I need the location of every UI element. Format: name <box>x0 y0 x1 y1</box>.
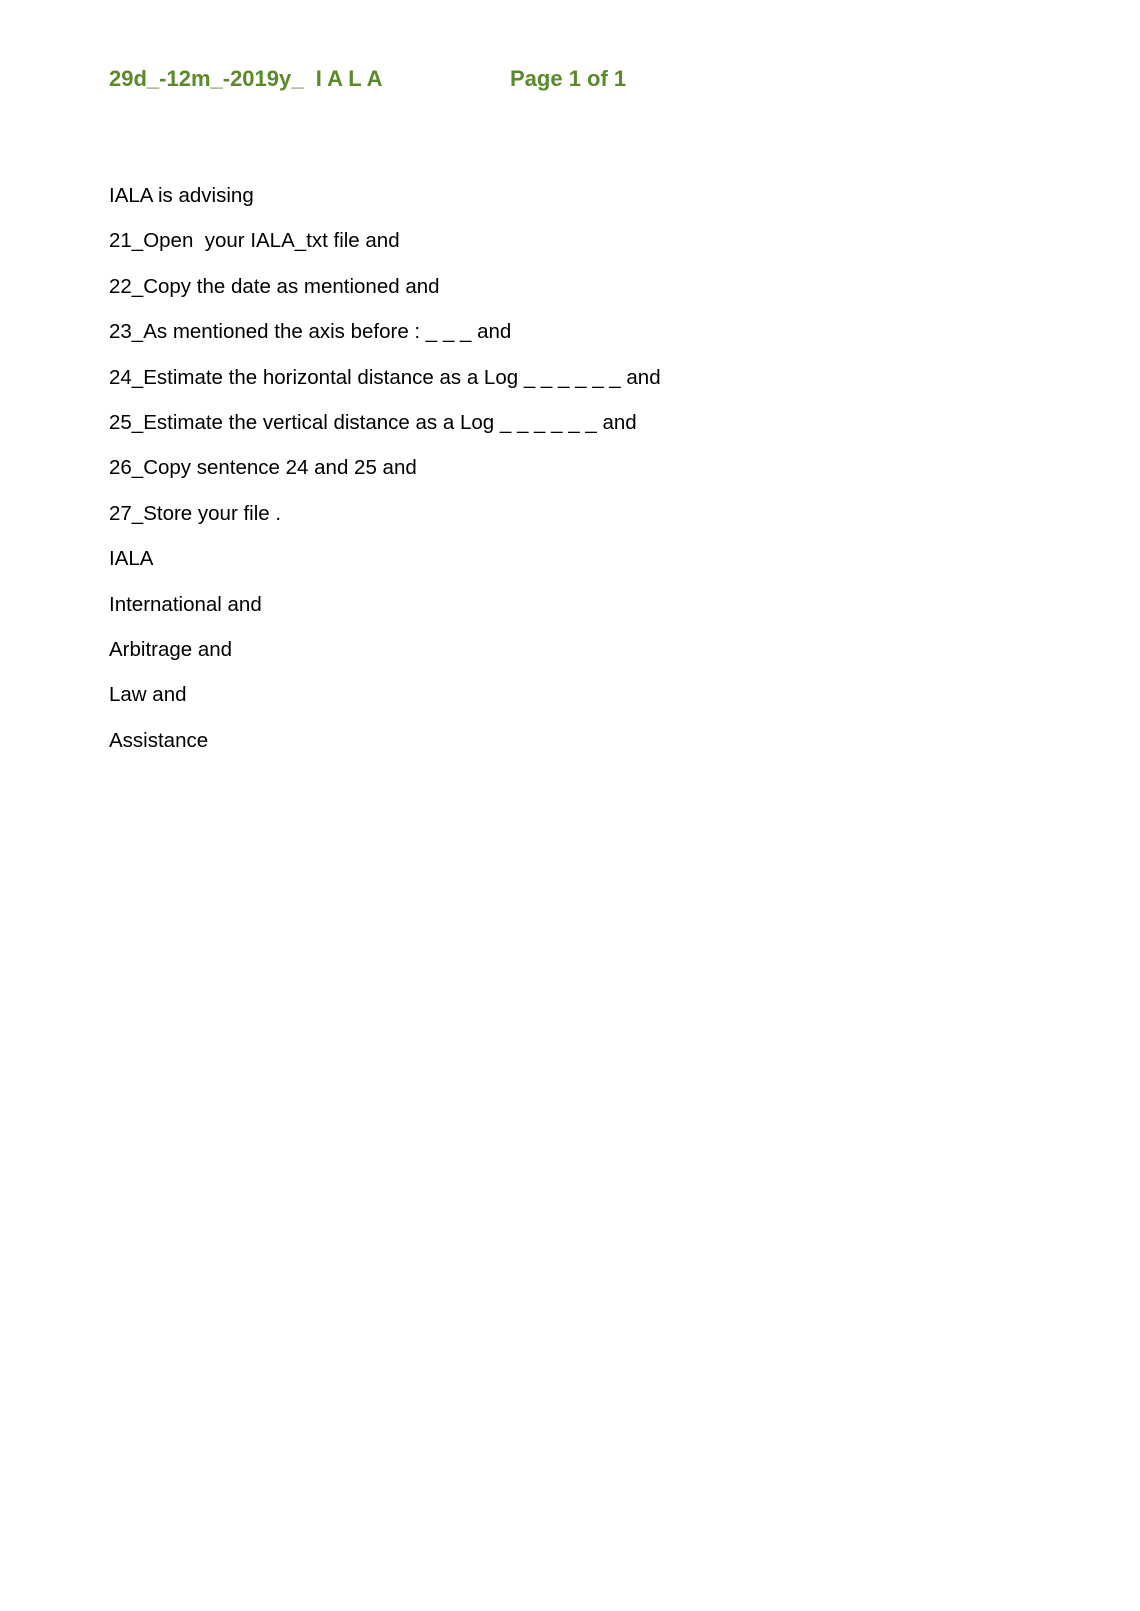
text-line-26: 26_Copy sentence 24 and 25 and <box>109 456 417 480</box>
text-line-27: 27_Store your file . <box>109 501 282 525</box>
text-line-iala: IALA <box>109 547 154 571</box>
page-header <box>109 66 809 96</box>
header-date-title: 29d_-12m_-2019y_ I A L A <box>109 66 383 91</box>
header-page-number: Page 1 of 1 <box>510 66 627 91</box>
text-line-21: 21_Open your IALA_txt file and <box>109 229 400 253</box>
text-line-arbitrage: Arbitrage and <box>109 637 233 661</box>
text-line-international: International and <box>109 592 262 616</box>
text-line-24: 24_Estimate the horizontal distance as a Log _ _ _ _ _ _ and <box>109 365 661 389</box>
text-line-law: Law and <box>109 683 187 707</box>
document-body <box>109 184 1009 774</box>
text-line-22: 22_Copy the date as mentioned and <box>109 274 440 298</box>
text-line-23: 23_As mentioned the axis before : _ _ _ and <box>109 320 512 344</box>
text-line-assistance: Assistance <box>109 728 209 752</box>
text-line-intro: IALA is advising <box>109 184 254 207</box>
text-line-25: 25_Estimate the vertical distance as a Log _ _ _ _ _ _ and <box>109 410 637 434</box>
